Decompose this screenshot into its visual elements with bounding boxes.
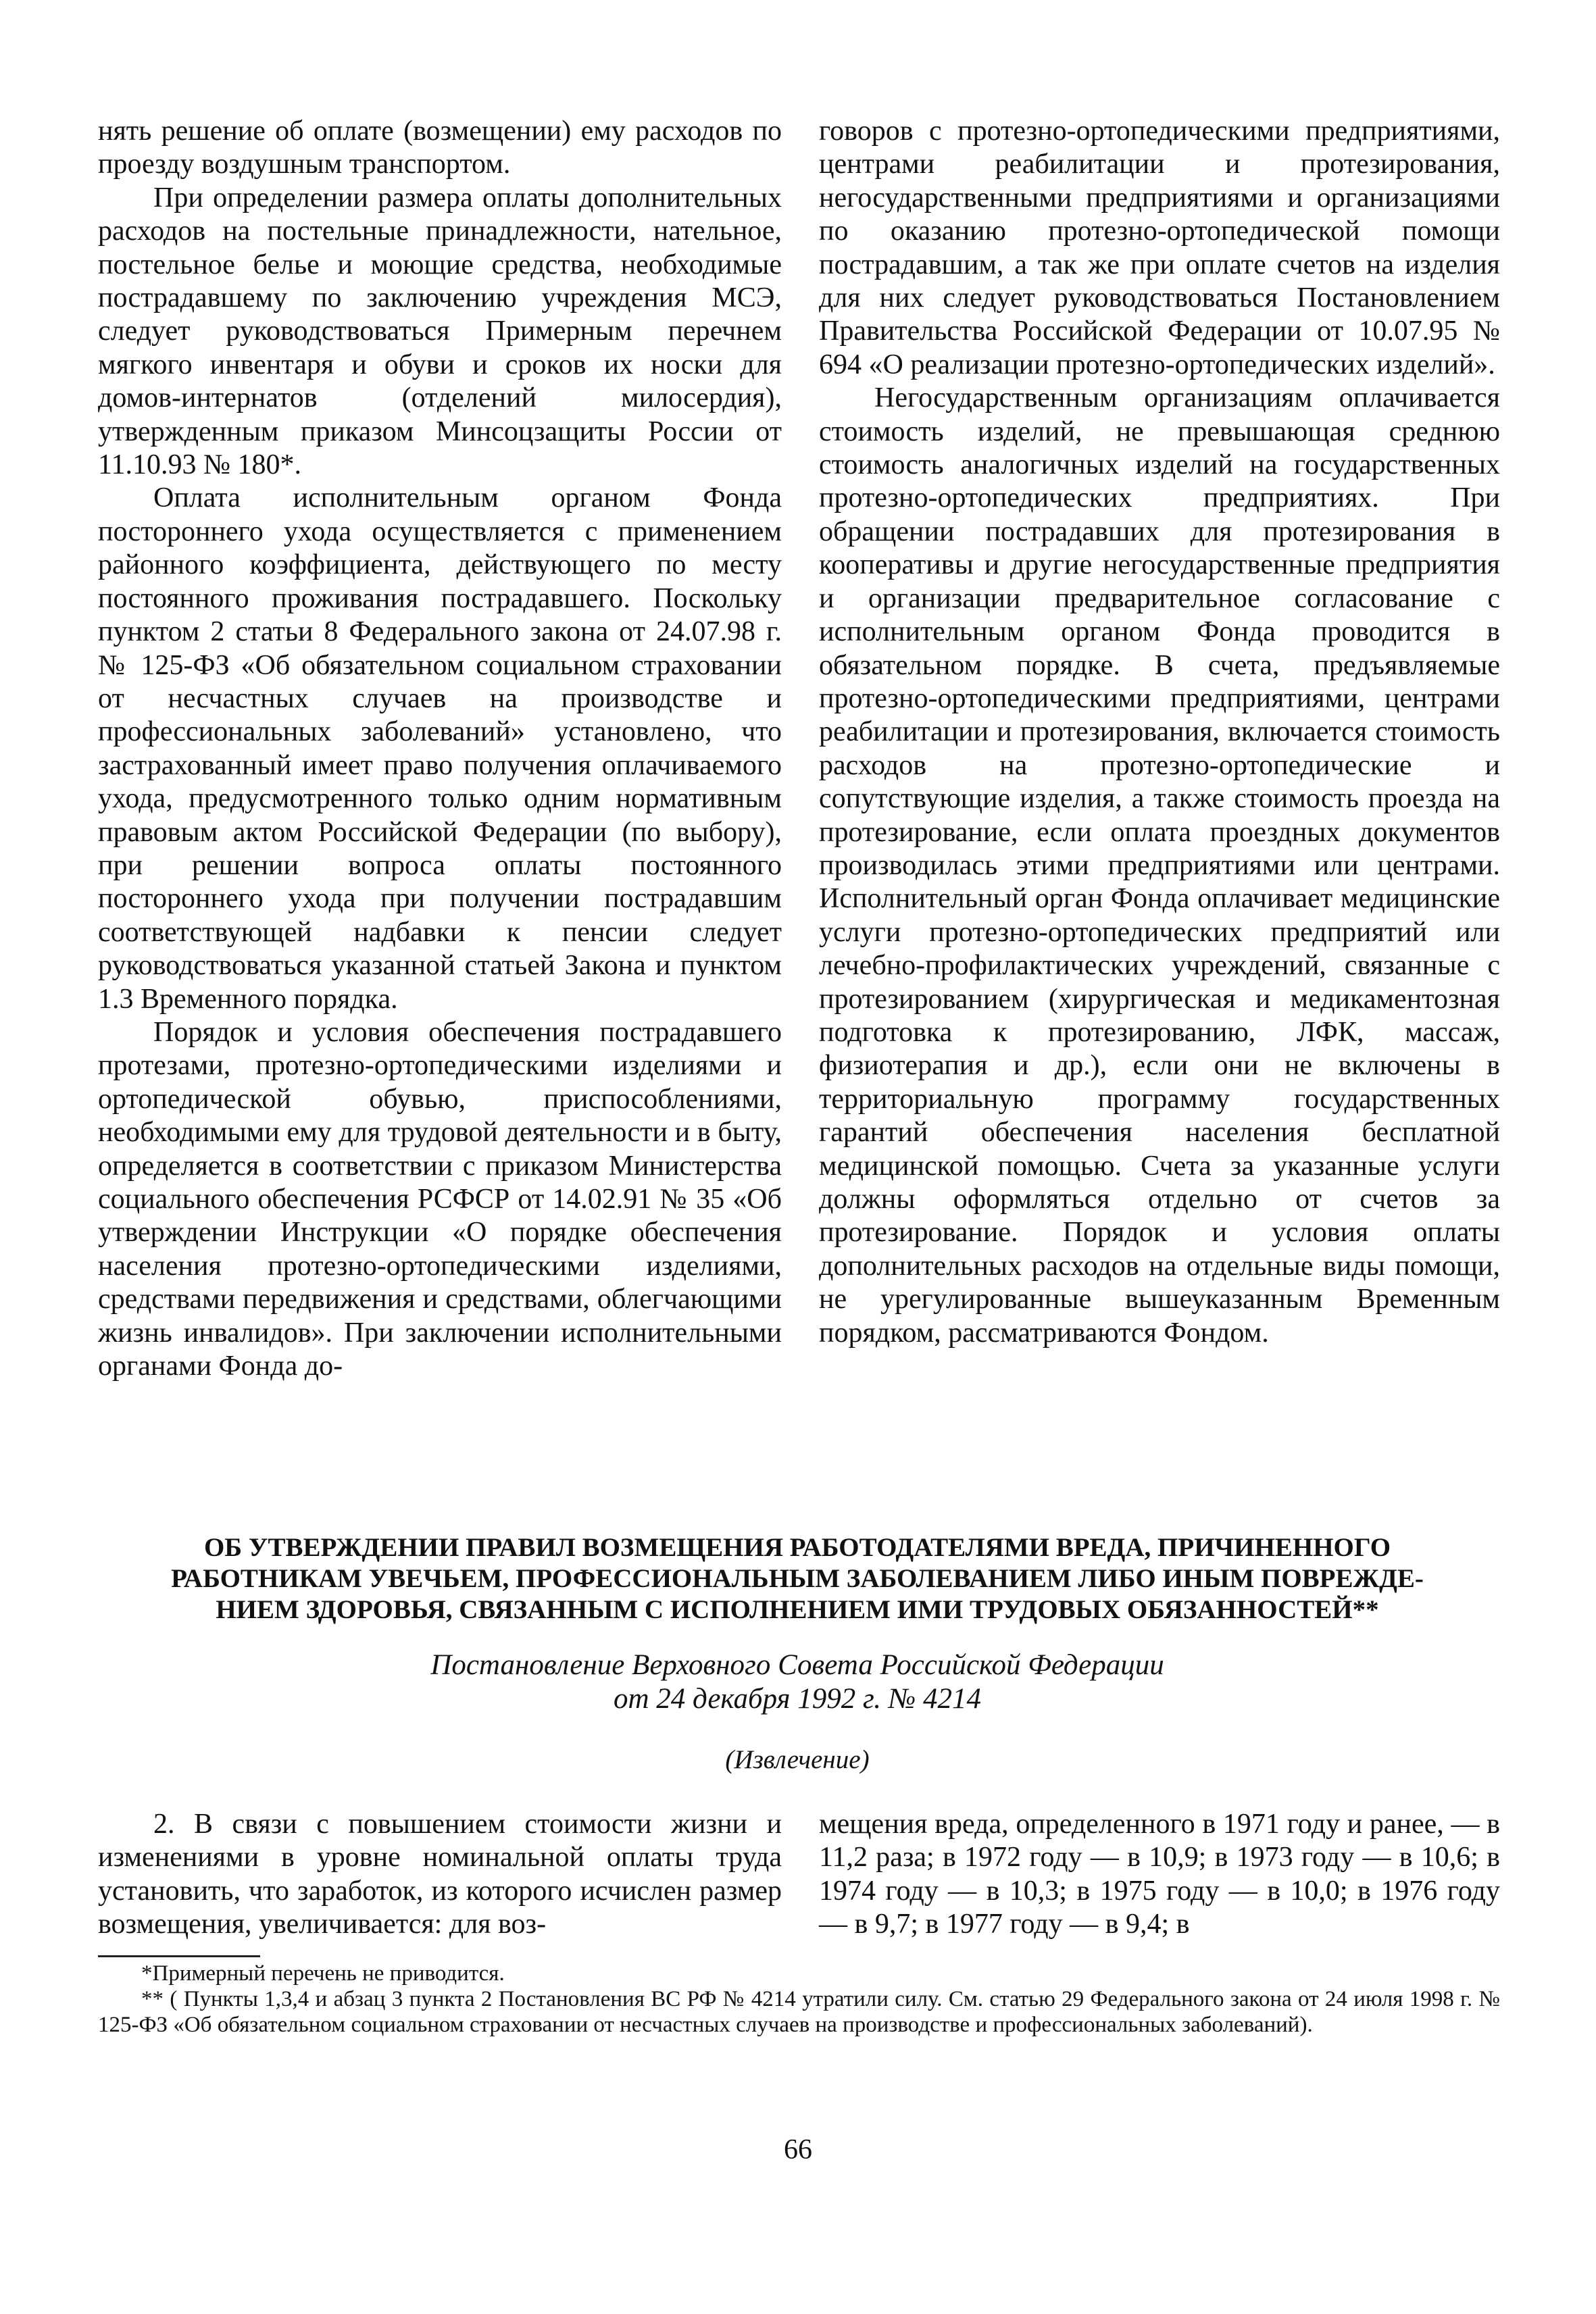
paragraph: говоров с протезно-ортопедическими предприятиями, центрами реабилитации и протезирования, негосударственными предприятиями и организациями по оказанию протезно-ортопедической помощи пострадавшим, а так же при оплате счетов на изделия для них следует руководствоваться Постановлением Правительства Российской Федерации от 10.07.95 № 694 «О реализации протезно-ортопедических изделий». <box>819 116 1500 380</box>
heading-line: НИЕМ ЗДОРОВЬЯ, СВЯЗАННЫМ С ИСПОЛНЕНИЕМ ИМИ ТРУДОВЫХ ОБЯЗАННОСТЕЙ** <box>216 1595 1379 1624</box>
subtitle-line: от 24 декабря 1992 г. № 4214 <box>613 1683 981 1715</box>
paragraph: мещения вреда, определенного в 1971 году и ранее, — в 11,2 раза; в 1972 году — в 10,9; в 1973 году — в 10,6; в 1974 году — в 10,3; в 1975 году — в 10,0; в 1976 году — в 9,7; в 1977 году — в 9,4; в <box>819 1809 1500 1940</box>
heading-line: ОБ УТВЕРЖДЕНИИ ПРАВИЛ ВОЗМЕЩЕНИЯ РАБОТОДАТЕЛЯМИ ВРЕДА, ПРИЧИНЕННОГО <box>203 1533 1391 1562</box>
left-column-bottom <box>98 1808 782 1942</box>
footnote-divider <box>98 1955 260 1957</box>
extract-label: (Извлечение) <box>725 1745 870 1774</box>
paragraph: Негосударственным организациям оплачивается стоимость изделий, не превышающая среднюю стоимость аналогичных изделий на государственных протезно-ортопедических предприятиях. При обращении пострадавших для протезирования в кооперативы и другие негосударственные предприятия и организации предварительное согласование с исполнительным органом Фонда проводится в обязательном порядке. В счета, предъявляемые протезно-ортопедическими предприятиями, центрами реабилитации и протезирования, включается стоимость расходов на протезно-ортопедические и сопутствующие изделия, а также стоимость проезда на протезирование, если оплата проездных документов производилась этими предприятиями или центрами. Исполнительный орган Фонда оплачивает медицинские услуги протезно-ортопедических предприятий или лечебно-профилактических учреждений, связанные с протезированием (хирургическая и медикаментозная подготовка к протезированию, ЛФК, массаж, физиотерапия и др.), если они не включены в территориальную программу государственных гарантий обеспечения населения бесплатной медицинской помощью. Счета за указанные услуги должны оформляться отдельно от счетов за протезирование. Порядок и условия оплаты дополнительных расходов на отдельные виды помощи, не урегулированные вышеуказанным Временным порядком, рассматриваются Фондом. <box>819 382 1500 1349</box>
paragraph: При определении размера оплаты дополнительных расходов на постельные принадлежности, нательное, постельное белье и моющие средства, необходимые пострадавшему по заключению учреждения МСЭ, следует руководствоваться Примерным перечнем мягкого инвентаря и обуви и сроков их носки для домов-интернатов (отделений милосердия), утвержденным приказом Минсоцзащиты России от 11.10.93 № 180*. <box>98 182 782 481</box>
heading-line: РАБОТНИКАМ УВЕЧЬЕМ, ПРОФЕССИОНАЛЬНЫМ ЗАБОЛЕВАНИЕМ ЛИБО ИНЫМ ПОВРЕЖДЕ- <box>171 1564 1424 1593</box>
footnote: *Примерный перечень не приводится. <box>141 1961 505 1986</box>
paragraph: нять решение об оплате (возмещении) ему расходов по проезду воздушным транспортом. <box>98 116 782 180</box>
paragraph: Порядок и условия обеспечения пострадавшего протезами, протезно-ортопедическими изделиями и ортопедической обувью, приспособлениями, необходимыми ему для трудовой деятельности и в быту, определяется в соответствии с приказом Министерства социального обеспечения РСФСР от 14.02.91 № 35 «Об утверждении Инструкции «О порядке обеспечения населения протезно-ортопедическими изделиями, средствами передвижения и средствами, облегчающими жизнь инвалидов». При заключении исполнительными органами Фонда до- <box>98 1016 782 1382</box>
left-column-top <box>98 115 782 1383</box>
right-column-bottom <box>819 1808 1500 1942</box>
paragraph: 2. В связи с повышением стоимости жизни и изменениями в уровне номинальной оплаты труда установить, что заработок, из которого исчислен размер возмещения, увеличивается: для воз- <box>98 1809 782 1940</box>
page-number: 66 <box>784 2134 812 2165</box>
document-subtitle <box>108 1649 1487 1716</box>
footnotes <box>98 1961 1500 2038</box>
footnote: ** ( Пункты 1,3,4 и абзац 3 пункта 2 Постановления ВС РФ № 4214 утратили силу. См. статью 29 Федерального закона от 24 июля 1998 г. № 125-ФЗ «Об обязательном социальном страховании от несчастных случаев на производстве и профессиональных заболеваний). <box>98 1987 1500 2037</box>
right-column-top <box>819 115 1500 1350</box>
paragraph: Оплата исполнительным органом Фонда постороннего ухода осуществляется с применением районного коэффициента, действующего по месту постоянного проживания пострадавшего. Поскольку пунктом 2 статьи 8 Федерального закона от 24.07.98 г. № 125-ФЗ «Об обязательном социальном страховании от несчастных случаев на производстве и профессиональных заболеваний» установлено, что застрахованный имеет право получения оплачиваемого ухода, предусмотренного только одним нормативным правовым актом Российской Федерации (по выбору), при решении вопроса оплаты постоянного постороннего ухода при получении пострадавшим соответствующей надбавки к пенсии следует руководствоваться указанной статьей Закона и пунктом 1.3 Временного порядка. <box>98 482 782 1015</box>
section-heading <box>108 1532 1487 1626</box>
subtitle-line: Постановление Верховного Совета Российской Федерации <box>430 1649 1164 1681</box>
